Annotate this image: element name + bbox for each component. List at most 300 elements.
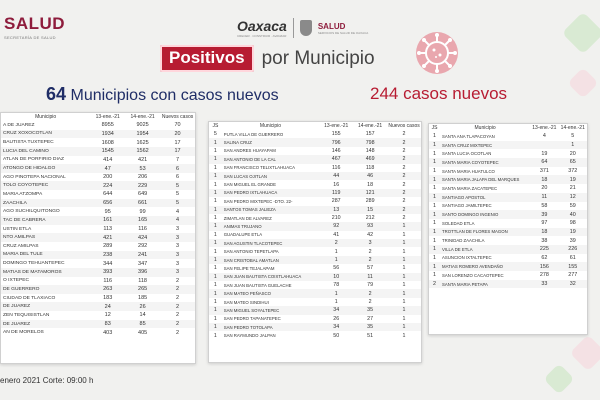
table-row [1, 207, 195, 216]
value-cell: 1 [334, 299, 338, 305]
value-cell: 70 [174, 122, 181, 129]
title-highlight: Positivos [160, 45, 254, 72]
municipio-cell: AN DE MORELOS [3, 330, 44, 336]
value-cell: 1 [387, 256, 421, 264]
column-header: JS [431, 125, 438, 131]
table-row [209, 273, 421, 281]
table-row [429, 271, 587, 280]
table-row [1, 259, 195, 268]
value-cell: 2 [387, 206, 421, 214]
value-cell: 225 [530, 245, 558, 254]
value-cell: 34 [319, 306, 353, 314]
value-cell: 1 [402, 282, 406, 289]
value-cell: 1 [387, 239, 421, 247]
municipio-cell: SOLEDAD ETLA [442, 220, 475, 226]
table-row [209, 164, 421, 172]
table-row [1, 173, 195, 182]
value-cell: 79 [367, 282, 374, 289]
table-row [429, 280, 587, 289]
municipio-cell: ZEN TEQUISISTLAN [3, 312, 50, 318]
value-cell: 113 [103, 226, 113, 232]
value-cell: 14 [139, 312, 146, 319]
column-header: 14-ene.-21 [130, 114, 155, 120]
value-cell: 5 [213, 131, 217, 138]
table-row [1, 285, 195, 294]
municipio-cell: MATIAS ROMERO AVENDAÑO [440, 262, 530, 271]
value-cell: 372 [568, 168, 578, 175]
value-cell: 85 [125, 320, 160, 329]
value-cell: 396 [125, 268, 160, 277]
table-panel-left [0, 112, 196, 364]
value-cell: 13 [319, 206, 353, 214]
title-rest: por Municipio [261, 47, 375, 69]
table-row [1, 277, 195, 286]
value-cell: 1 [213, 198, 217, 205]
value-cell: 10 [319, 273, 353, 281]
table-row [429, 175, 587, 184]
municipio-cell: CRUZ AMILPAS [3, 243, 39, 249]
value-cell: 1 [429, 262, 440, 271]
table-row [209, 239, 421, 247]
value-cell: 19 [559, 175, 587, 184]
column-header: 13-ene.-21 [95, 114, 120, 120]
municipios-summary [46, 84, 279, 105]
value-cell [530, 141, 558, 150]
value-cell: 161 [90, 216, 125, 225]
table-row [1, 268, 195, 277]
value-cell: 287 [331, 198, 341, 205]
municipio-cell: SANTIAGO JAMILTEPEC [442, 203, 492, 209]
value-cell: 2 [387, 138, 421, 146]
value-cell: 3 [353, 239, 387, 247]
value-cell: 3 [160, 268, 195, 277]
decoration-diamond [567, 67, 598, 98]
municipio-cell: MARIA DEL TULE [1, 251, 90, 260]
table-row [1, 199, 195, 208]
value-cell: 50 [333, 332, 340, 339]
municipio-cell: SAN LORENZO CACAOTEPEC [442, 272, 504, 278]
value-cell: 92 [319, 222, 353, 230]
value-cell: 2 [387, 172, 421, 180]
municipio-cell: SAN RAYMUNDO JALPAN [223, 333, 276, 339]
municipio-cell: MATIAS DE MATAMOROS [1, 268, 90, 277]
value-cell: 644 [103, 191, 113, 198]
table-row [429, 132, 587, 141]
virus-icon [412, 28, 462, 78]
page-title [160, 45, 375, 72]
value-cell: 1 [402, 299, 406, 305]
value-cell: 27 [367, 315, 374, 322]
municipio-cell: PUTLA VILLA DE GUERRERO [223, 131, 284, 137]
value-cell: 1 [209, 222, 222, 230]
value-cell: 3 [176, 226, 180, 232]
municipio-cell: SAN MIGUEL EL GRANDE [223, 182, 276, 188]
table-row [209, 247, 421, 255]
value-cell: 40 [559, 210, 587, 219]
value-cell: 661 [125, 199, 160, 208]
value-cell: 44 [319, 172, 353, 180]
value-cell: 1 [209, 273, 222, 281]
table-row [429, 184, 587, 193]
municipio-cell: TAC DE CABRERA [1, 216, 90, 225]
value-cell: 1 [213, 215, 217, 222]
value-cell: 12 [104, 312, 111, 319]
municipio-cell: DOMINGO TEHUANTEPEC [3, 261, 65, 267]
value-cell: 16 [333, 181, 340, 188]
value-cell: 59 [569, 202, 576, 209]
decoration-diamond [562, 12, 600, 54]
table-row [209, 256, 421, 264]
value-cell: 1625 [136, 139, 149, 146]
value-cell: 1 [213, 315, 217, 322]
table-row [209, 138, 421, 146]
table-row [429, 219, 587, 228]
value-cell: 421 [138, 156, 148, 163]
value-cell: 414 [103, 156, 113, 163]
value-cell: 649 [138, 191, 148, 198]
value-cell: 148 [365, 147, 375, 154]
municipio-cell: O IXTEPEC [3, 278, 30, 284]
municipios-table-middle [209, 122, 421, 340]
municipios-table-left [1, 113, 195, 337]
municipio-cell: DE JUAREZ [1, 302, 90, 311]
value-cell: 1 [433, 133, 437, 140]
table-row [429, 236, 587, 245]
table-row [1, 320, 195, 329]
municipios-table-right [429, 124, 587, 288]
value-cell: 116 [103, 277, 113, 284]
value-cell: 61 [569, 254, 576, 261]
value-cell: 20 [541, 185, 548, 192]
value-cell: 15 [353, 206, 387, 214]
value-cell: 119 [319, 189, 353, 197]
municipio-cell: SAN JUAN BAUTISTA COIXTLAHUACA [222, 273, 320, 281]
value-cell: 156 [530, 262, 558, 271]
value-cell: 1 [433, 254, 437, 261]
table-row [1, 233, 195, 242]
municipio-cell: SAN MIGUEL SOYALTEPEC [222, 306, 320, 314]
municipio-cell: ZAACHILA [1, 199, 90, 208]
table-row [209, 306, 421, 314]
oaxaca-logo-text: Oaxaca [237, 18, 287, 34]
value-cell: 2 [160, 302, 195, 311]
municipio-cell: ZIMATLAN DE ALVAREZ [223, 215, 272, 221]
table-row [209, 130, 421, 138]
value-cell: 1 [213, 282, 217, 289]
value-cell: 3 [176, 243, 180, 250]
value-cell: 289 [365, 198, 375, 205]
value-cell: 157 [365, 131, 375, 138]
value-cell: 93 [353, 222, 387, 230]
value-cell: 1 [429, 210, 440, 219]
value-cell: 1954 [125, 130, 160, 139]
table-panel-right [428, 123, 588, 335]
value-cell: 2 [402, 164, 406, 171]
value-cell: 185 [138, 295, 148, 302]
value-cell: 5 [160, 199, 195, 208]
value-cell: 1 [209, 206, 222, 214]
column-header: Municipio [259, 123, 282, 129]
value-cell: 2 [353, 256, 387, 264]
municipio-cell: VILLA DE ETLA [440, 245, 530, 254]
value-cell: 289 [103, 243, 113, 250]
value-cell: 65 [559, 158, 587, 167]
municipio-cell: SALINA CRUZ [222, 138, 320, 146]
value-cell: 34 [319, 323, 353, 331]
value-cell: 1 [209, 172, 222, 180]
value-cell: 1 [209, 306, 222, 314]
value-cell: 64 [530, 158, 558, 167]
value-cell: 62 [541, 254, 548, 261]
table-row [1, 156, 195, 165]
value-cell: 9025 [136, 122, 149, 129]
value-cell: 12 [559, 193, 587, 202]
salud-logo-subtitle: SECRETARÍA DE SALUD [4, 35, 56, 40]
municipio-cell: SAN MATEO SINDIHUI [223, 299, 269, 305]
value-cell: 1 [387, 222, 421, 230]
value-cell: 2 [387, 189, 421, 197]
table-row [1, 164, 195, 173]
value-cell: 20 [160, 130, 195, 139]
column-header: Municipio [474, 125, 496, 131]
value-cell: 1 [213, 332, 217, 339]
value-cell: 265 [125, 285, 160, 294]
value-cell: 3 [160, 251, 195, 260]
value-cell: 155 [559, 262, 587, 271]
oaxaca-logo-subtitle: CRECER · CONSTRUIR · AVANZAR [237, 34, 287, 38]
value-cell: 292 [138, 243, 148, 250]
value-cell: 51 [367, 332, 374, 339]
table-row [209, 189, 421, 197]
value-cell: 1 [213, 265, 217, 272]
table-row [429, 202, 587, 211]
column-header: 13-ene.-21 [324, 123, 349, 129]
value-cell: 7 [176, 156, 180, 163]
value-cell: 1 [209, 323, 222, 331]
municipio-cell: SANTA MARIA COYOTEPEC [440, 158, 530, 167]
municipio-cell: MARIA ATZOMPA [3, 191, 43, 197]
oaxaca-logo [237, 18, 287, 38]
municipio-cell: SANTIAGO APOSTOL [440, 193, 530, 202]
municipio-cell: SANTA MARIA HUATULCO [442, 168, 495, 174]
table-row [429, 193, 587, 202]
value-cell: 1 [402, 265, 406, 272]
value-cell: 46 [353, 172, 387, 180]
table-row [209, 323, 421, 331]
value-cell: 393 [90, 268, 125, 277]
value-cell: 1 [433, 237, 437, 244]
value-cell: 3 [160, 233, 195, 242]
value-cell: 78 [333, 282, 340, 289]
value-cell: 1 [433, 168, 437, 175]
municipio-cell: AGO PINOTEPA NACIONAL [3, 174, 66, 180]
value-cell: 2 [319, 239, 353, 247]
value-cell: 21 [569, 185, 576, 192]
value-cell: 200 [103, 174, 113, 181]
table-row [209, 331, 421, 339]
salud-logo [4, 14, 65, 40]
table-row [1, 302, 195, 311]
value-cell: 403 [103, 329, 113, 336]
value-cell: 8955 [101, 122, 114, 129]
value-cell: 97 [541, 220, 548, 227]
value-cell: 1 [213, 231, 217, 238]
value-cell: 467 [319, 155, 353, 163]
municipio-cell: SAN PEDRO TAPANATEPEC [223, 316, 281, 322]
value-cell: 469 [353, 155, 387, 163]
value-cell: 38 [541, 237, 548, 244]
value-cell: 47 [90, 164, 125, 173]
value-cell: 116 [331, 164, 341, 171]
table-row [209, 264, 421, 272]
new-cases-summary: 244 casos nuevos [370, 84, 508, 103]
value-cell: 1 [402, 248, 406, 255]
value-cell: 278 [539, 272, 549, 279]
value-cell: 35 [353, 306, 387, 314]
municipio-cell: SAN FELIPE TEJALAPAM [223, 265, 275, 271]
value-cell: 1 [402, 315, 406, 322]
column-header: 14-ene.-21 [560, 125, 585, 131]
value-cell: 3 [176, 260, 180, 267]
value-cell: 229 [125, 181, 160, 190]
value-cell: 1 [402, 332, 406, 339]
value-cell: 58 [541, 202, 548, 209]
municipio-cell: SAN ANTONIO DE LA CAL [222, 155, 320, 163]
value-cell: 19 [559, 228, 587, 237]
table-row [429, 141, 587, 150]
table-row [209, 298, 421, 306]
table-row [429, 210, 587, 219]
value-cell: 238 [90, 251, 125, 260]
header-logos [237, 18, 368, 38]
value-cell: 1 [433, 185, 437, 192]
table-row [1, 225, 195, 234]
value-cell: 1 [209, 189, 222, 197]
value-cell: 32 [559, 280, 587, 289]
value-cell: 1 [429, 193, 440, 202]
value-cell: 226 [559, 245, 587, 254]
table-row [1, 311, 195, 320]
column-header: 13-ene.-21 [532, 125, 557, 131]
municipios-label: Municipios con casos nuevos [70, 87, 279, 104]
table-row [1, 190, 195, 199]
value-cell: 796 [319, 138, 353, 146]
value-cell: 11 [353, 273, 387, 281]
salud-logo-text: SALUD [4, 14, 66, 33]
value-cell: 165 [125, 216, 160, 225]
value-cell: 1 [213, 164, 217, 171]
value-cell: 263 [90, 285, 125, 294]
value-cell: 2 [402, 131, 406, 138]
value-cell: 1 [559, 141, 587, 150]
municipio-cell: BAUTISTA TUXTEPEC [3, 140, 54, 146]
municipio-cell: CIUDAD DE TLAXIACO [3, 295, 56, 301]
value-cell: 2 [402, 147, 406, 154]
table-row [1, 294, 195, 303]
value-cell: 118 [138, 277, 147, 284]
table-row [209, 281, 421, 289]
value-cell: 39 [569, 237, 576, 244]
value-cell: 405 [138, 329, 148, 336]
municipio-cell: SAN JUAN BAUTISTA GUELACHE [223, 282, 292, 288]
municipio-cell: SAN MATEO PEÑASCO [222, 289, 320, 297]
value-cell: 1 [429, 245, 440, 254]
value-cell: 83 [90, 320, 125, 329]
value-cell: 56 [333, 265, 340, 272]
column-header: JS [212, 123, 219, 129]
value-cell: 121 [353, 189, 387, 197]
value-cell: 1 [387, 323, 421, 331]
value-cell: 98 [569, 220, 576, 227]
value-cell: 2 [160, 320, 195, 329]
value-cell: 6 [176, 174, 180, 181]
table-panel-middle [208, 121, 422, 363]
value-cell: 2 [176, 329, 180, 336]
value-cell: 224 [90, 181, 125, 190]
value-cell: 2 [368, 299, 372, 305]
municipio-cell: SANTA CRUZ MIXTEPEC [440, 141, 530, 150]
municipio-cell: A DE JUAREZ [3, 122, 35, 128]
value-cell: 18 [530, 228, 558, 237]
table-row [209, 155, 421, 163]
value-cell: 1 [429, 228, 440, 237]
value-cell: 1 [402, 231, 406, 238]
value-cell: 39 [530, 210, 558, 219]
value-cell: 206 [138, 174, 148, 181]
municipio-cell: TOLO COYOTEPEC [1, 181, 90, 190]
table-row [209, 289, 421, 297]
column-header: 14-ene.-21 [358, 123, 383, 129]
value-cell: 798 [353, 138, 387, 146]
value-cell: 20 [569, 150, 576, 157]
value-cell: 57 [367, 265, 374, 272]
municipio-cell: DE JUAREZ [1, 320, 90, 329]
value-cell: 371 [539, 168, 549, 175]
table-row [1, 251, 195, 260]
table-row [429, 262, 587, 271]
value-cell: 18 [367, 181, 374, 188]
value-cell: 2 [402, 198, 406, 205]
municipio-cell: SAN LUCAS OJITLAN [222, 172, 320, 180]
table-row [429, 254, 587, 263]
table-row [1, 181, 195, 190]
value-cell: 1934 [90, 130, 125, 139]
value-cell: 2 [429, 280, 440, 289]
value-cell: 1608 [101, 139, 114, 146]
value-cell: 2 [160, 285, 195, 294]
municipio-cell: ASUNCION IXTALTEPEC [442, 255, 492, 261]
value-cell: 17 [174, 139, 181, 146]
municipio-cell: AGO SUCHILQUITONGO [3, 209, 60, 215]
municipio-cell: SAN CRISTOBAL AMATLAN [222, 256, 320, 264]
table-row [209, 172, 421, 180]
value-cell: 241 [125, 251, 160, 260]
table-row [1, 216, 195, 225]
value-cell: 347 [138, 260, 148, 267]
value-cell: 1 [213, 248, 217, 255]
value-cell: 1 [209, 239, 222, 247]
decoration-diamond [543, 363, 574, 394]
municipio-cell: GUADALUPE ETLA [223, 232, 263, 238]
value-cell: 18 [530, 175, 558, 184]
value-cell: 210 [331, 215, 341, 222]
value-cell: 212 [365, 215, 375, 222]
table-row [1, 147, 195, 156]
column-header: Nuevos casos [388, 123, 420, 129]
value-cell: 2 [176, 277, 180, 284]
value-cell: 4 [176, 208, 180, 215]
table-row [209, 214, 421, 222]
